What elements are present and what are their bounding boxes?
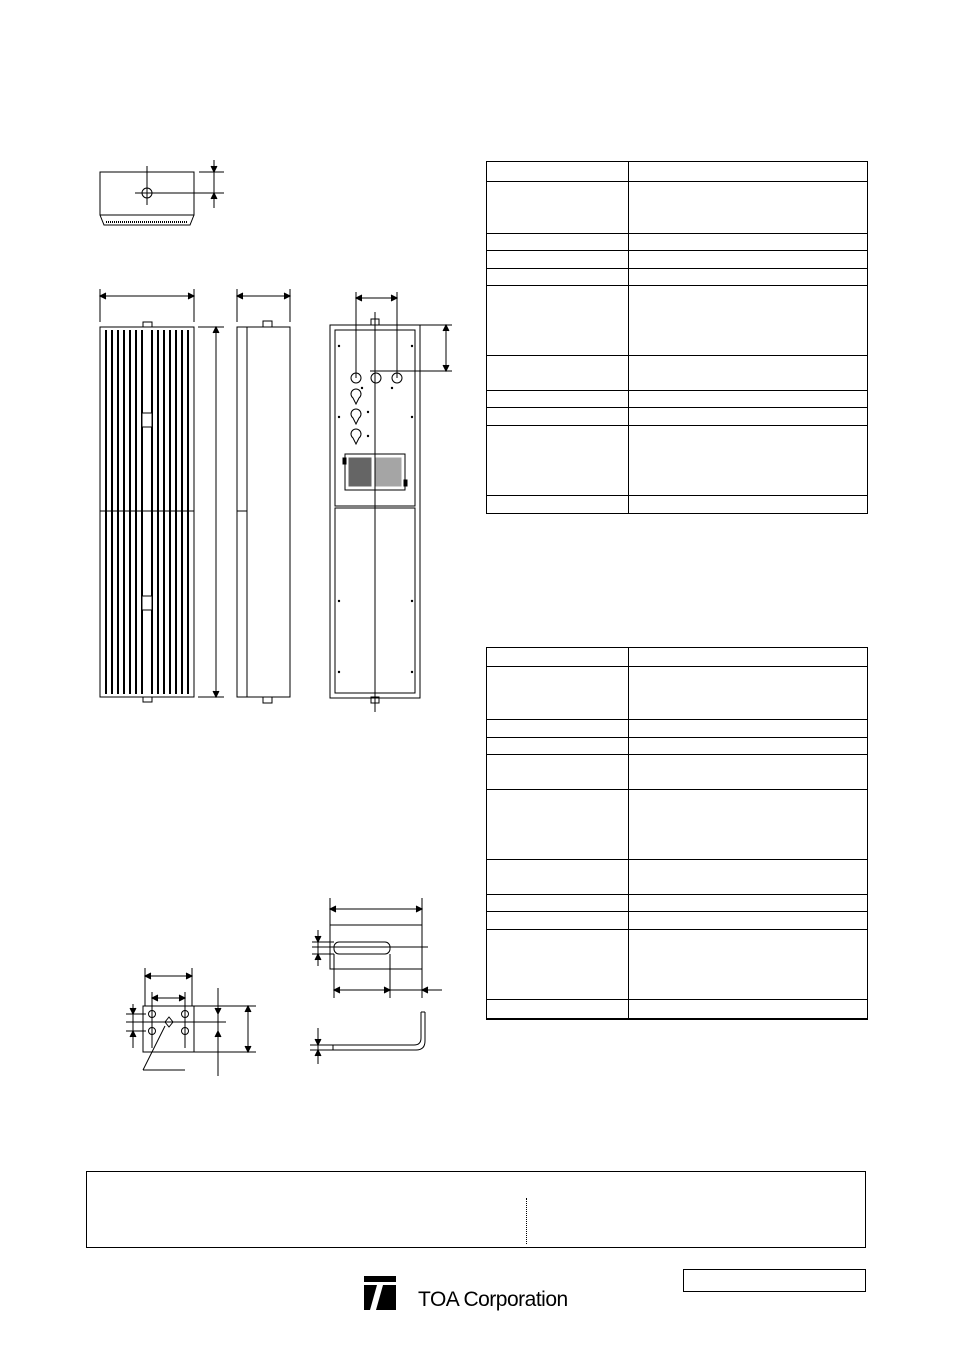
spec-label: [487, 391, 629, 408]
table-row: [487, 790, 868, 860]
spec-label: [487, 426, 629, 496]
spec-value: [629, 391, 868, 408]
spec-label: [487, 234, 629, 251]
spec-table-1: [486, 161, 868, 514]
table-row: [487, 720, 868, 738]
table-row: [487, 912, 868, 930]
spec-value: [629, 426, 868, 496]
spec-value: [629, 895, 868, 912]
footer-box: [86, 1171, 866, 1248]
spec-value: [629, 790, 868, 860]
table-row: [487, 1000, 868, 1019]
document-code-box: [683, 1269, 866, 1292]
spec-value: [629, 860, 868, 895]
spec-value: [629, 408, 868, 426]
toa-logo-icon: [364, 1276, 396, 1310]
spec-value: [629, 496, 868, 514]
spec-label: [487, 648, 629, 667]
table-row: [487, 426, 868, 496]
spec-label: [487, 738, 629, 755]
table-row: [487, 408, 868, 426]
spec-label: [487, 930, 629, 1000]
spec-value: [629, 286, 868, 356]
spec-label: [487, 496, 629, 514]
spec-label: [487, 720, 629, 738]
spec-table-2: [486, 647, 868, 1020]
spec-value: [629, 356, 868, 391]
spec-value: [629, 251, 868, 269]
table-row: [487, 391, 868, 408]
spec-value: [629, 720, 868, 738]
spec-value: [629, 1000, 868, 1019]
company-name: TOA Corporation: [418, 1288, 568, 1311]
spec-label: [487, 162, 629, 182]
spec-value: [629, 755, 868, 790]
spec-label: [487, 286, 629, 356]
spec-value: [629, 182, 868, 234]
table-row: [487, 930, 868, 1000]
table-row: [487, 755, 868, 790]
table-row: [487, 738, 868, 755]
spec-value: [629, 162, 868, 182]
spec-value: [629, 234, 868, 251]
spec-label: [487, 356, 629, 391]
spec-label: [487, 1000, 629, 1019]
table-row: [487, 667, 868, 720]
table-row: [487, 860, 868, 895]
spec-label: [487, 790, 629, 860]
spec-label: [487, 912, 629, 930]
spec-value: [629, 738, 868, 755]
table-row: [487, 496, 868, 514]
spec-value: [629, 930, 868, 1000]
spec-label: [487, 667, 629, 720]
footer-divider: [526, 1198, 527, 1244]
table-row: [487, 162, 868, 182]
spec-value: [629, 269, 868, 286]
table-row: [487, 356, 868, 391]
spec-label: [487, 895, 629, 912]
table-row: [487, 269, 868, 286]
spec-label: [487, 408, 629, 426]
spec-label: [487, 755, 629, 790]
spec-value: [629, 667, 868, 720]
table-row: [487, 895, 868, 912]
spec-label: [487, 182, 629, 234]
table-row: [487, 251, 868, 269]
table-row: [487, 286, 868, 356]
spec-value: [629, 912, 868, 930]
table-row: [487, 648, 868, 667]
spec-label: [487, 860, 629, 895]
spec-label: [487, 269, 629, 286]
table-row: [487, 234, 868, 251]
spec-label: [487, 251, 629, 269]
spec-value: [629, 648, 868, 667]
table-row: [487, 182, 868, 234]
